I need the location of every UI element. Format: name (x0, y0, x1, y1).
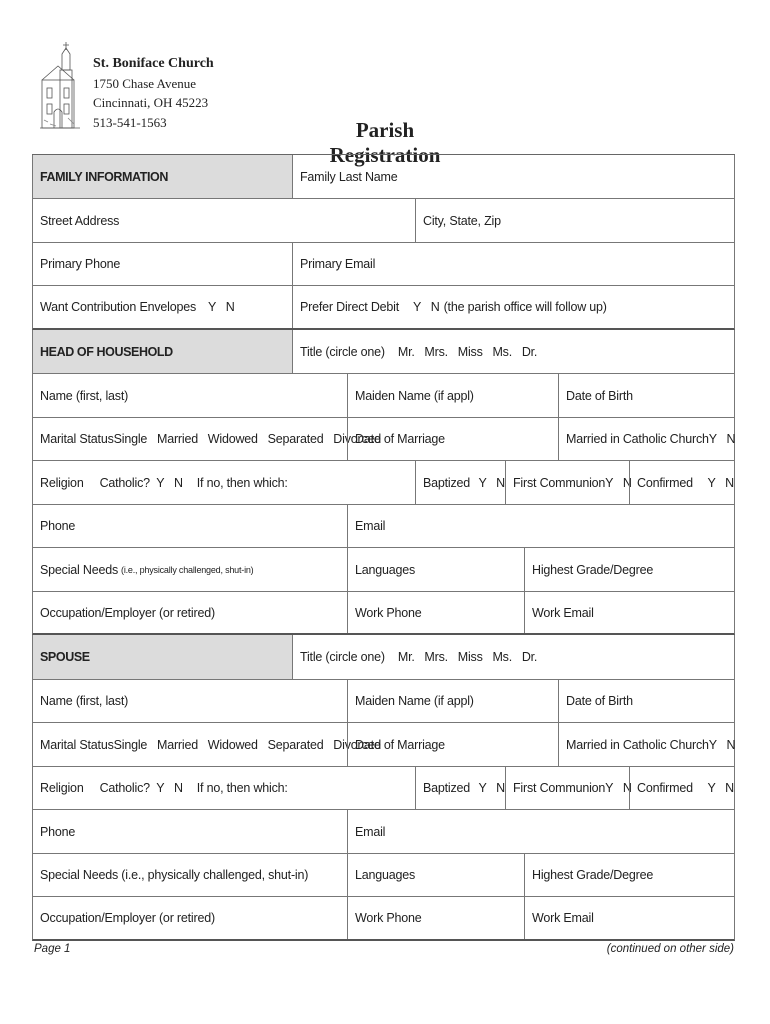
spouse-grade-field[interactable]: Highest Grade/Degree (524, 854, 734, 896)
spouse-maiden-field[interactable]: Maiden Name (if appl) (347, 680, 558, 722)
spouse-married-catholic-field[interactable] (558, 723, 734, 766)
spouse-title-options[interactable]: Mr. Mrs. Miss Ms. Dr. (397, 650, 538, 664)
primary-phone-field[interactable]: Primary Phone (40, 257, 121, 271)
church-name: St. Boniface Church (93, 56, 214, 71)
envelopes-field[interactable] (33, 286, 292, 328)
spouse-dob-field[interactable]: Date of Birth (558, 680, 734, 722)
spouse-baptized-label: Baptized (423, 781, 471, 795)
church-phone: 513-541-1563 (93, 114, 167, 130)
church-logo-icon (38, 40, 82, 132)
head-dob-field[interactable]: Date of Birth (558, 374, 734, 417)
head-grade-field[interactable]: Highest Grade/Degree (524, 548, 734, 591)
direct-debit-note: (the parish office will follow up) (443, 300, 607, 314)
head-marital-row (32, 418, 735, 461)
head-marital-field[interactable] (33, 418, 382, 460)
spouse-married-catholic-label: Married in Catholic Church (566, 737, 709, 752)
page-number: Page 1 (34, 943, 71, 955)
spouse-occupation-field[interactable]: Occupation/Employer (or retired) (40, 911, 215, 925)
spouse-needs-row (32, 854, 735, 897)
envelopes-yn[interactable]: Y N (208, 300, 235, 314)
street-address-field[interactable]: Street Address (40, 213, 120, 228)
spouse-first-communion-field[interactable] (505, 767, 632, 809)
primary-contact-row (32, 243, 735, 286)
church-address-line2: Cincinnati, OH 45223 (93, 95, 209, 110)
head-first-communion-yn[interactable]: Y N (605, 475, 632, 490)
head-special-needs-field[interactable] (33, 548, 347, 591)
head-work-email-field[interactable]: Work Email (524, 592, 734, 633)
spouse-section-label: SPOUSE (33, 635, 292, 679)
spouse-baptized-field[interactable] (415, 767, 505, 809)
head-baptized-yn[interactable]: Y N (478, 475, 505, 490)
continued-note: (continued on other side) (606, 943, 734, 955)
spouse-occupation-row (32, 897, 735, 941)
spouse-title-field[interactable] (292, 635, 734, 679)
spouse-title-label: Title (circle one) (300, 650, 385, 664)
head-confirmed-field[interactable] (629, 461, 734, 504)
head-title-options[interactable]: Mr. Mrs. Miss Ms. Dr. (397, 344, 538, 359)
church-contact (93, 54, 214, 132)
head-needs-row (32, 548, 735, 592)
spouse-baptized-yn[interactable]: Y N (478, 781, 505, 795)
head-married-catholic-yn[interactable]: Y N (708, 432, 736, 446)
head-married-catholic-label: Married in Catholic Church (566, 432, 709, 446)
envelopes-label: Want Contribution Envelopes (40, 300, 197, 314)
address-row (32, 199, 735, 243)
head-special-needs-label: Special Needs (40, 562, 119, 577)
direct-debit-yn[interactable]: Y N (413, 300, 440, 314)
head-occupation-field[interactable]: Occupation/Employer (or retired) (40, 605, 215, 620)
head-special-needs-note: (i.e., physically challenged, shut-in) (121, 564, 254, 575)
head-marital-label: Marital Status (40, 432, 114, 446)
spouse-catholic-yn[interactable]: Catholic? Y N (99, 781, 183, 795)
head-married-catholic-field[interactable] (558, 418, 734, 460)
head-work-phone-field[interactable]: Work Phone (347, 592, 524, 633)
family-header-row (32, 155, 735, 199)
page-title: Parish Registration (329, 118, 441, 167)
head-title-label: Title (circle one) (300, 344, 385, 359)
head-first-communion-field[interactable] (505, 461, 632, 504)
spouse-if-no-label: If no, then which: (196, 781, 288, 795)
direct-debit-label: Prefer Direct Debit (300, 300, 400, 314)
head-header-row (32, 330, 735, 374)
head-occupation-row (32, 592, 735, 635)
spouse-marital-row (32, 723, 735, 767)
contribution-row (32, 286, 735, 330)
direct-debit-field[interactable] (292, 286, 734, 328)
spouse-languages-field[interactable]: Languages (347, 854, 524, 896)
spouse-name-row (32, 680, 735, 723)
spouse-work-phone-field[interactable]: Work Phone (347, 897, 524, 939)
spouse-marital-label: Marital Status (40, 737, 114, 752)
city-state-zip-field[interactable]: City, State, Zip (415, 199, 734, 242)
head-religion-label: Religion (40, 475, 84, 490)
spouse-marital-field[interactable] (33, 723, 382, 766)
head-baptized-field[interactable] (415, 461, 505, 504)
registration-form (32, 154, 735, 941)
head-religion-row (32, 461, 735, 505)
head-name-row (32, 374, 735, 418)
spouse-marriage-date-field[interactable]: Date of Marriage (347, 723, 558, 766)
family-section-label: FAMILY INFORMATION (33, 155, 292, 198)
head-confirmed-label: Confirmed (637, 475, 693, 490)
spouse-phone-row (32, 810, 735, 854)
head-confirmed-yn[interactable]: Y N (707, 475, 734, 490)
spouse-work-email-field[interactable]: Work Email (524, 897, 734, 939)
spouse-married-catholic-yn[interactable]: Y N (708, 737, 736, 752)
spouse-religion-label: Religion (40, 781, 84, 795)
head-marriage-date-field[interactable]: Date of Marriage (347, 418, 558, 460)
spouse-confirmed-field[interactable] (629, 767, 734, 809)
head-if-no-label: If no, then which: (196, 475, 288, 490)
primary-email-field[interactable]: Primary Email (292, 243, 734, 285)
head-email-field[interactable]: Email (347, 505, 734, 547)
head-marital-options[interactable]: Single Married Widowed Separated Divorced (113, 432, 382, 446)
spouse-first-communion-yn[interactable]: Y N (605, 781, 632, 795)
spouse-email-field[interactable]: Email (347, 810, 734, 853)
spouse-phone-field[interactable]: Phone (40, 824, 76, 839)
head-name-field[interactable]: Name (first, last) (40, 388, 129, 403)
spouse-header-row (32, 635, 735, 680)
head-section-label: HEAD OF HOUSEHOLD (33, 330, 292, 373)
head-religion-field[interactable] (33, 461, 415, 504)
head-maiden-field[interactable]: Maiden Name (if appl) (347, 374, 558, 417)
spouse-first-communion-label: First Communion (513, 781, 606, 795)
family-last-name-field[interactable]: Family Last Name (292, 155, 734, 198)
head-baptized-label: Baptized (423, 475, 471, 490)
spouse-confirmed-yn[interactable]: Y N (707, 781, 734, 795)
spouse-special-needs-field[interactable]: Special Needs (i.e., physically challenged, shut-in) (40, 868, 309, 882)
spouse-religion-row (32, 767, 735, 810)
head-first-communion-label: First Communion (513, 475, 606, 490)
head-languages-field[interactable]: Languages (347, 548, 524, 591)
head-catholic-yn[interactable]: Catholic? Y N (99, 475, 183, 490)
church-address-line1: 1750 Chase Avenue (93, 75, 197, 91)
spouse-religion-field[interactable] (33, 767, 415, 809)
head-phone-field[interactable]: Phone (40, 519, 76, 533)
spouse-name-field[interactable]: Name (first, last) (40, 694, 129, 708)
head-phone-row (32, 505, 735, 548)
spouse-marital-options[interactable]: Single Married Widowed Separated Divorced (113, 737, 382, 752)
head-title-field[interactable] (292, 330, 734, 373)
spouse-confirmed-label: Confirmed (637, 781, 693, 795)
